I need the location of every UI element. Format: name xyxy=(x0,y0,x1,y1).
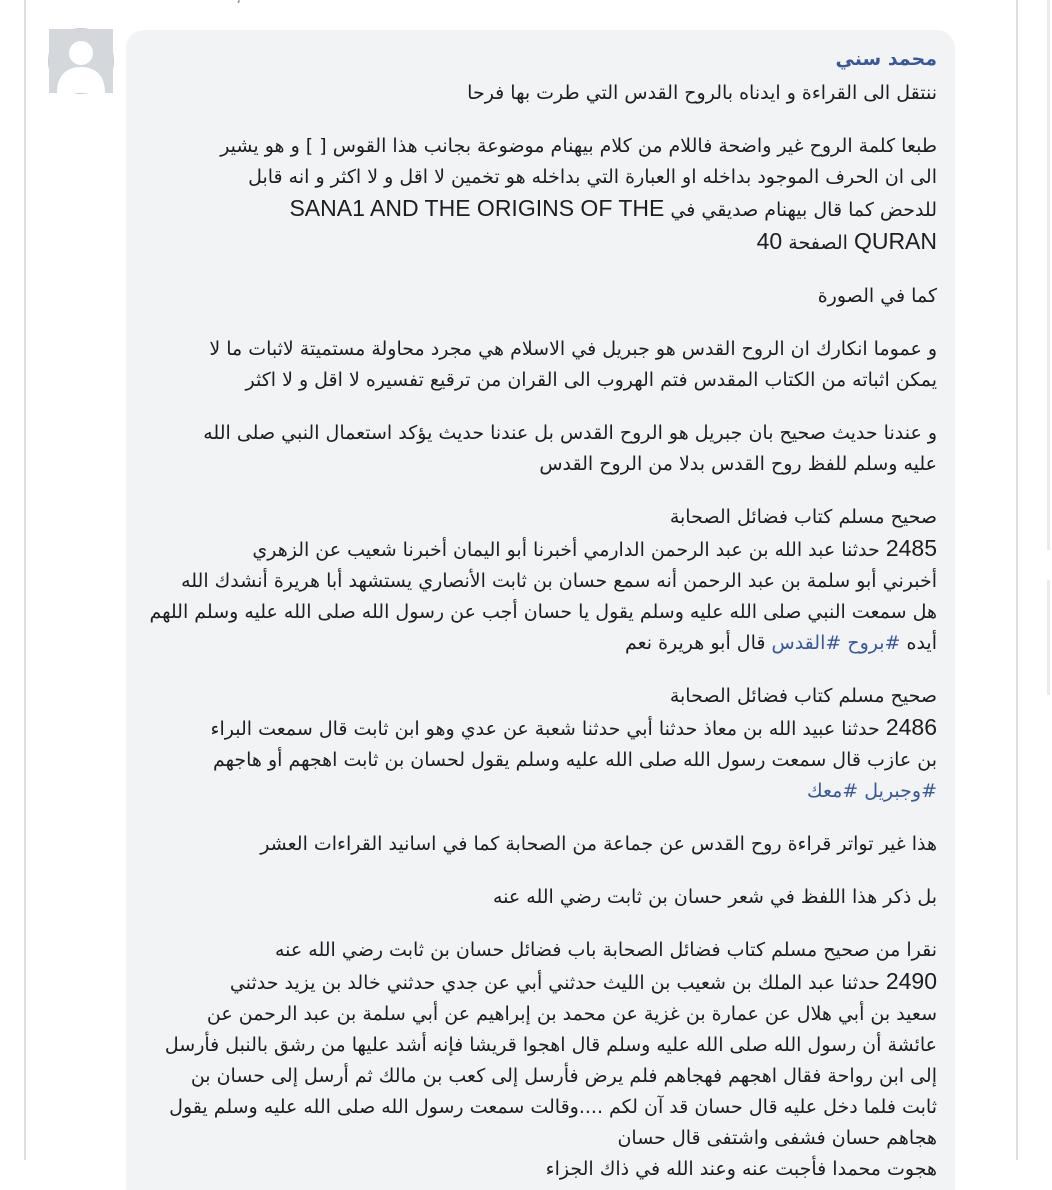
text-line xyxy=(156,776,937,807)
text-line: ثابت فلما دخل عليه قال حسان قد آن لكم ....وقالت سمعت رسول الله صلى الله عليه وسلم يقول xyxy=(169,1096,937,1118)
text-line: ننتقل الى القراءة و ايدناه بالروح القدس التي طرت بها فرحا xyxy=(467,82,937,104)
text-line xyxy=(156,628,937,659)
text-line: هل سمعت النبي صلى الله عليه وسلم يقول يا حسان أجب عن رسول الله صلى الله عليه وسلم اللهم xyxy=(149,601,937,623)
text-line xyxy=(156,226,937,259)
hadith-number: 2485 xyxy=(885,535,937,561)
text-line: سعيد بن أبي هلال عن عمارة بن غزية عن محمد بن إبراهيم عن أبي سلمة بن عبد الرحمن عن xyxy=(206,1003,937,1025)
hashtag-link[interactable]: #القدس xyxy=(771,632,842,654)
thread-line-left xyxy=(24,0,26,1160)
hashtag-link[interactable]: #معك xyxy=(806,780,859,802)
hadith-2490 xyxy=(156,935,937,1185)
text-fragment: أيده xyxy=(906,632,937,654)
text-line xyxy=(156,533,937,566)
text-line: بن عازب قال سمعت رسول الله صلى الله عليه وسلم يقول لحسان بن ثابت اهجهم أو هاجهم xyxy=(212,749,937,771)
hashtag-link[interactable]: #وجبريل xyxy=(864,780,937,802)
comment-paragraph-image-ref xyxy=(156,281,937,312)
comment-paragraph-tawatur xyxy=(156,829,937,860)
text-fragment: حدثنا عبد الله بن عبد الرحمن الدارمي أخبرنا أبو اليمان أخبرنا شعيب عن الزهري xyxy=(252,539,880,561)
text-fragment: قال أبو هريرة نعم xyxy=(624,632,766,654)
text-line xyxy=(156,712,937,745)
text-fragment: حدثنا عبد الملك بن شعيب بن الليث حدثني أبي عن جدي حدثني خالد بن يزيد حدثني xyxy=(229,972,880,994)
hadith-source: نقرا من صحيح مسلم كتاب فضائل الصحابة باب فضائل حسان بن ثابت رضي الله عنه xyxy=(274,939,937,961)
text-fragment: للدحض كما قال بيهنام صديقي في xyxy=(670,199,937,221)
comment-paragraph-source-note xyxy=(156,131,937,259)
hadith-number: 2490 xyxy=(885,968,937,994)
hadith-source: صحيح مسلم كتاب فضائل الصحابة xyxy=(669,685,937,707)
page-number: 40 xyxy=(756,228,783,254)
text-line xyxy=(156,193,937,226)
comment-paragraph-argument xyxy=(156,334,937,396)
edge-shade-top xyxy=(1047,0,1050,550)
hadith-number: 2486 xyxy=(885,714,937,740)
text-line: عائشة أن رسول الله صلى الله عليه وسلم قال اهجوا قريشا فإنه أشد عليها من رشق بالنبل فأرسل xyxy=(164,1034,937,1056)
text-line: أخبرني أبو سلمة بن عبد الرحمن أنه سمع حسان بن ثابت الأنصاري يستشهد أبا هريرة أنشدك الله xyxy=(181,570,937,592)
text-line: هذا غير تواتر قراءة روح القدس عن جماعة من الصحابة كما في اسانيد القراءات العشر xyxy=(260,833,937,855)
text-line: الى ان الحرف الموجود بداخله او العبارة التي بداخله هو تخمين لا اقل و لا اكثر و انه قابل xyxy=(248,166,937,188)
hadith-source: صحيح مسلم كتاب فضائل الصحابة xyxy=(669,506,937,528)
text-line: هجاهم حسان فشفى واشتفى قال حسان xyxy=(617,1127,937,1149)
text-line: و عندنا حديث صحيح بان جبريل هو الروح القدس بل عندنا حديث يؤكد استعمال النبي صلى الله xyxy=(203,422,937,444)
text-line: إلى ابن رواحة فقال اهجهم فهجاهم فلم يرض فأرسل إلى كعب بن مالك ثم أرسل إلى حسان بن xyxy=(190,1065,937,1087)
text-line xyxy=(156,966,937,999)
thread-line-right xyxy=(1016,0,1018,1160)
text-line: عليه وسلم للفظ روح القدس بدلا من الروح القدس xyxy=(539,453,937,475)
text-fragment: حدثنا عبيد الله بن معاذ حدثنا أبي حدثنا شعبة عن عدي وهو ابن ثابت قال سمعت البراء xyxy=(210,718,880,740)
text-line: هجوت محمدا فأجبت عنه وعند الله في ذاك الجزاء xyxy=(545,1158,937,1180)
hadith-2485 xyxy=(149,502,937,659)
comment-paragraph-hadith-intro xyxy=(156,418,937,480)
comment-paragraph-intro xyxy=(156,78,937,109)
book-title-fragment: QURAN xyxy=(853,228,937,254)
text-line: و عموما انكارك ان الروح القدس هو جبريل في الاسلام هي مجرد محاولة مستميتة لاثبات ما لا xyxy=(209,338,937,360)
default-avatar-icon xyxy=(49,29,113,93)
text-line: كما في الصورة xyxy=(817,285,937,307)
text-line: يمكن اثباته من الكتاب المقدس فتم الهروب الى القران من ترقيع تفسيره لا اقل و لا اكثر xyxy=(245,369,937,391)
text-line: بل ذكر هذا اللفظ في شعر حسان بن ثابت رضي الله عنه xyxy=(492,886,937,908)
text-line: طبعا كلمة الروح غير واضحة فاللام من كلام بيهنام موضوعة بجانب هذا القوس [ ] و هو يشير xyxy=(220,135,937,157)
author-name[interactable]: محمد سني xyxy=(835,48,937,70)
hashtag-link[interactable]: #بروح xyxy=(847,632,901,654)
book-title-fragment: SANA1 AND THE ORIGINS OF THE xyxy=(289,195,665,221)
comment-paragraph-poetry xyxy=(156,882,937,913)
top-fragment xyxy=(236,0,241,7)
comment-bubble xyxy=(126,30,955,1190)
avatar[interactable] xyxy=(48,28,114,94)
edge-shade-bottom xyxy=(1047,580,1050,695)
hadith-2486 xyxy=(156,681,937,807)
text-fragment: الصفحة xyxy=(788,232,848,254)
